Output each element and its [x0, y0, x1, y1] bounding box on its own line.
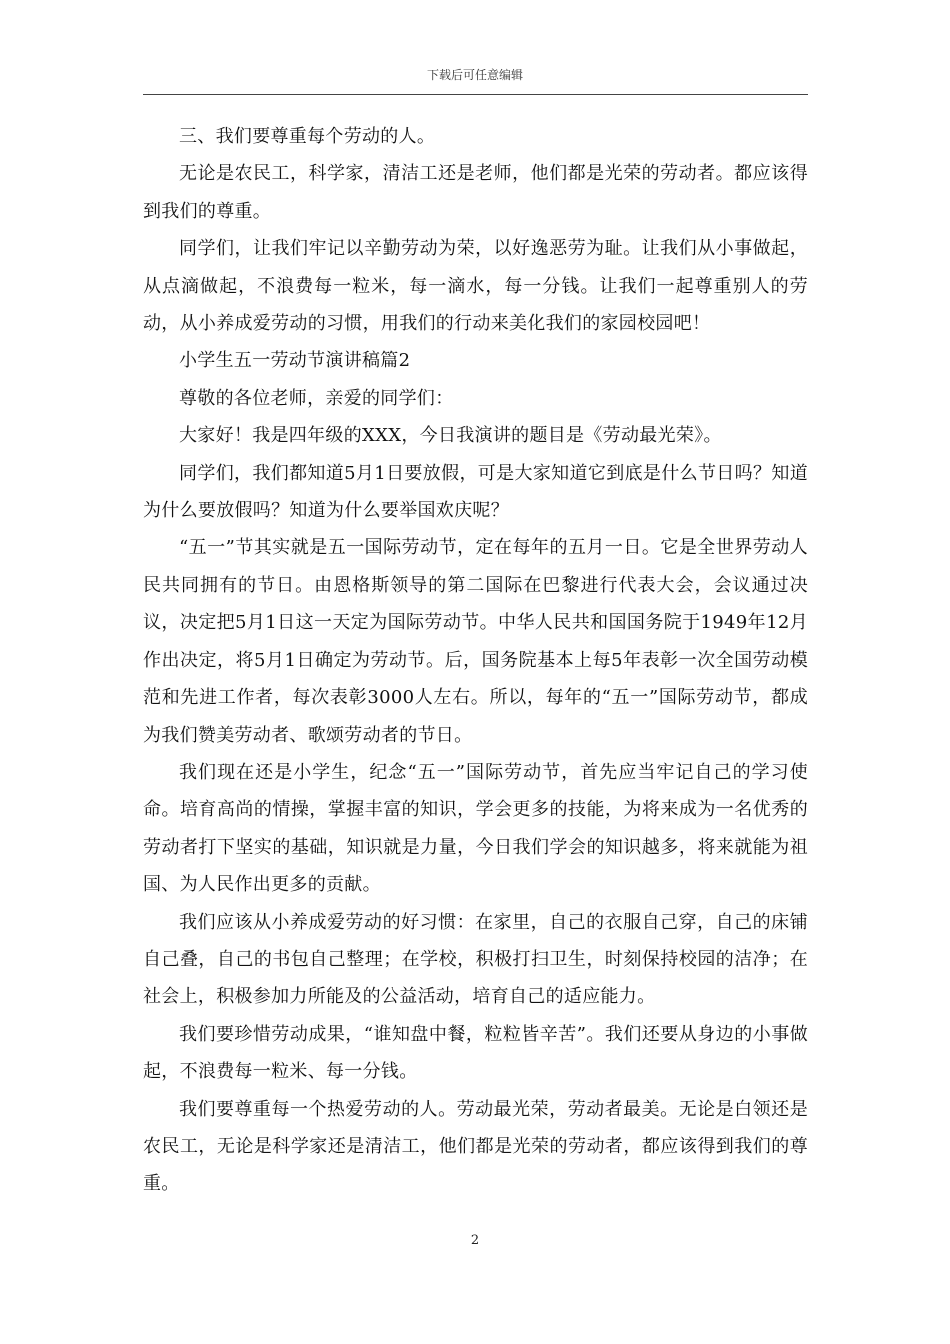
paragraph: 我们现在还是小学生，纪念“五一”国际劳动节，首先应当牢记自己的学习使命。培育高尚的情操，掌握丰富的知识，学会更多的技能，为将来成为一名优秀的劳动者打下坚实的基础，知识就是力量，今日我们学会的知识越多，将来就能为祖国、为人民作出更多的贡献。: [143, 761, 808, 896]
paragraph: 三、我们要尊重每个劳动的人。: [179, 126, 436, 147]
paragraph: 同学们，我们都知道5月1日要放假，可是大家知道它到底是什么节日吗？知道为什么要放假吗？知道为什么要举国欢庆呢？: [143, 462, 808, 522]
paragraph: 大家好！我是四年级的XXX，今日我演讲的题目是《劳动最光荣》。: [179, 425, 722, 447]
paragraph: “五一”节其实就是五一国际劳动节，定在每年的五月一日。它是全世界劳动人民共同拥有的节日。由恩格斯领导的第二国际在巴黎进行代表大会，会议通过决议，决定把5月1日这一天定为国际劳动节。中华人民共和国国务院于1949年12月作出决定，将5月1日确定为劳动节。后，国务院基本上每5年表彰一次全国劳动模范和先进工作者，每次表彰3000人左右。所以，每年的“五一”国际劳动节，都成为我们赞美劳动者、歌颂劳动者的节日。: [143, 537, 808, 746]
paragraph: 无论是农民工，科学家，清洁工还是老师，他们都是光荣的劳动者。都应该得到我们的尊重。: [143, 163, 808, 222]
salutation: 尊敬的各位老师，亲爱的同学们：: [179, 387, 454, 409]
paragraph: 同学们，让我们牢记以辛勤劳动为荣，以好逸恶劳为耻。让我们从小事做起，从点滴做起，不浪费每一粒米，每一滴水，每一分钱。让我们一起尊重别人的劳动，从小养成爱劳动的习惯，用我们的行动来美化我们的家园校园吧！: [143, 238, 808, 335]
paragraph: 我们要尊重每一个热爱劳动的人。劳动最光荣，劳动者最美。无论是白领还是农民工，无论是科学家还是清洁工，他们都是光荣的劳动者，都应该得到我们的尊重。: [143, 1098, 808, 1195]
header-divider: [143, 94, 808, 95]
section-title: 小学生五一劳动节演讲稿篇2: [179, 350, 411, 372]
document-body: [143, 118, 808, 1203]
paragraph: 我们应该从小养成爱劳动的好习惯：在家里，自己的衣服自己穿，自己的床铺自己叠，自己的书包自己整理；在学校，积极打扫卫生，时刻保持校园的洁净；在社会上，积极参加力所能及的公益活动，培育自己的适应能力。: [143, 911, 808, 1008]
paragraph: 我们要珍惜劳动成果，“谁知盘中餐，粒粒皆辛苦”。我们还要从身边的小事做起，不浪费每一粒米、每一分钱。: [143, 1023, 808, 1083]
page-header: 下载后可任意编辑: [426, 68, 523, 82]
page-number: 2: [470, 1233, 480, 1248]
